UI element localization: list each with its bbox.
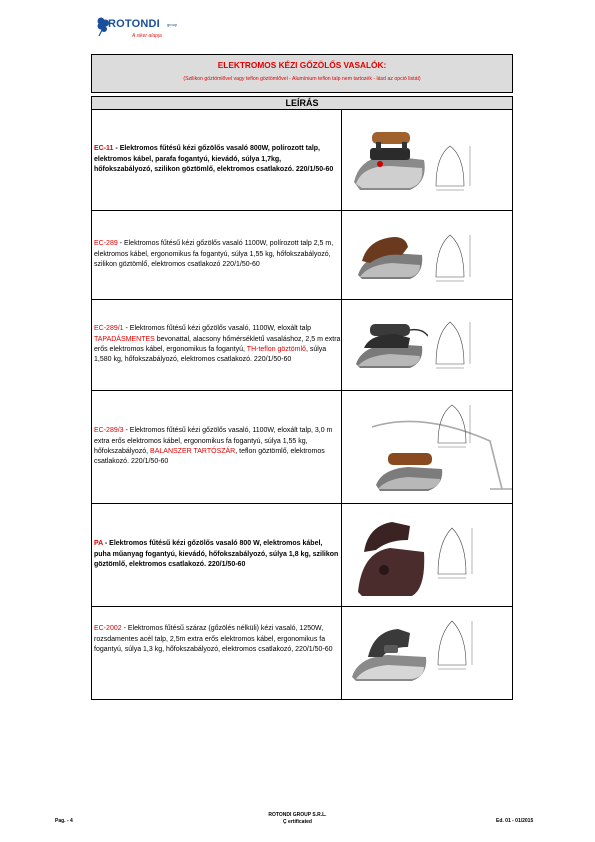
product-text: , súlya 1,580 kg, hőfokszabályozó, elektromos csatlakozó. 220/1/50-60 [94, 346, 327, 364]
row-description [92, 211, 342, 299]
product-image-cell [342, 110, 512, 210]
footer-edition: Ed. 01 - 01/2015 [496, 818, 534, 824]
company-logo [96, 16, 186, 46]
product-code: EC-289/1 [94, 325, 124, 333]
table-row [92, 110, 512, 211]
soleplate-diagram [430, 231, 474, 287]
product-text: , teflon göztömlő, elektromos csatlakozó. 220/1/50-60 [94, 448, 325, 466]
row-description [92, 391, 342, 503]
row-description [92, 504, 342, 606]
product-text-highlight: TAPADÁSMENTES [94, 335, 155, 343]
soleplate-diagram [432, 617, 476, 675]
product-text: - Elektromos fűtésű kézi gőzölős vasaló 800W, polírozott talp, elektromos kábel, parafa fogantyú, kievádó, súlya 1,7kg, hőfokszabályozó, szilikon göztömlő, elektromos csatlakozó. 220/1/50-60 [94, 145, 334, 174]
product-code: PA [94, 540, 103, 548]
row-description [92, 110, 342, 210]
dry-iron-image [348, 617, 432, 689]
product-table [91, 96, 513, 700]
table-row [92, 300, 512, 391]
page-subtitle: (Szilikon göztömlővel vagy teflon göztömlővel - Alumínium teflon talp nem tartozék - lásd az opció listát) [183, 76, 421, 82]
product-image-cell [342, 211, 512, 299]
product-text: - Elektromos fűtésű száraz (gőzölés nélküli) kézi vasaló, 1250W, rozsdamentes acél talp, 2,5m extra erős elektromos kábel, ergonomikus fa fogantyú, súlya 1,3 kg, hőfokszabályozó, elektromos csatlakozó, 220/1/50-60 [94, 625, 333, 654]
product-text: - Elektromos fűtésű kézi gőzölős vasaló 1100W, polírozott talp 2,5 m, elektromos kábel, ergonomikus fa fogantyú, súlya 1,55 kg, hőfokszabályozó, szilikon göztömlő, elektromos csatlakozó 220/1/50-60 [94, 240, 334, 269]
table-row [92, 391, 512, 504]
footer-page-number: Pag. - 4 [55, 818, 73, 824]
steam-iron-image [352, 316, 428, 374]
product-code: EC-11 [94, 145, 114, 153]
steam-iron-image [354, 225, 426, 285]
table-row [92, 607, 512, 699]
logo-slogan: A siker alapja [132, 33, 162, 39]
row-description [92, 607, 342, 699]
product-code: EC-289 [94, 240, 118, 248]
steam-iron-image [350, 122, 430, 198]
steam-iron-image [354, 512, 428, 600]
soleplate-diagram [432, 524, 476, 584]
table-row [92, 211, 512, 300]
product-text: bevonattal, alacsony hőmérsékletű vasaláshoz, 2,5 m extra erős elektromos kábel, ergonomikus fa fogantyú, [94, 335, 341, 353]
soleplate-diagram [434, 401, 474, 451]
product-image-cell [342, 391, 512, 503]
product-text: - Elektromos fűtésű kézi gőzölős vasaló, 1100W, eloxált talp, 3,0 m extra erős elektromos kábel, ergonomikus fa fogantyú, súlya 1,55 kg, hőfokszabályozó, [94, 427, 333, 455]
product-text: - Elektromos fűtésű kézi gőzölős vasaló 800 W, elektromos kábel, puha műanyag fogantyú, kievádó, hőfokszabályozó, súlya 1,8 kg, szilikon göztömlő, elektromos csatlakozó. 220/1/50-60 [94, 540, 339, 569]
logo-brand: ROTONDI [108, 18, 160, 30]
footer-company-name: ROTONDI GROUP S.R.L. [268, 812, 327, 818]
product-image-cell [342, 504, 512, 606]
page-title: ELEKTROMOS KÉZI GŐZÖLŐS VASALÓK: [217, 60, 387, 70]
logo-group: group [167, 22, 178, 27]
table-header: LEÍRÁS [92, 97, 512, 110]
product-code: EC-2002 [94, 625, 122, 633]
soleplate-diagram [430, 318, 474, 374]
footer-certified: Ç ertificated [283, 819, 312, 825]
product-code: EC-289/3 [94, 427, 124, 435]
soleplate-diagram [430, 142, 474, 192]
product-image-cell [342, 300, 512, 390]
title-box [91, 54, 513, 93]
product-text-highlight: TH-teflon göztömlő [246, 346, 306, 353]
product-image-cell [342, 607, 512, 699]
product-text-highlight: BALANSZER TARTÓSZÁR [150, 448, 236, 455]
table-row [92, 504, 512, 607]
row-description [92, 300, 342, 390]
product-text: - Elektromos fűtésű kézi gőzölős vasaló, 1100W, eloxált talp [123, 325, 311, 333]
